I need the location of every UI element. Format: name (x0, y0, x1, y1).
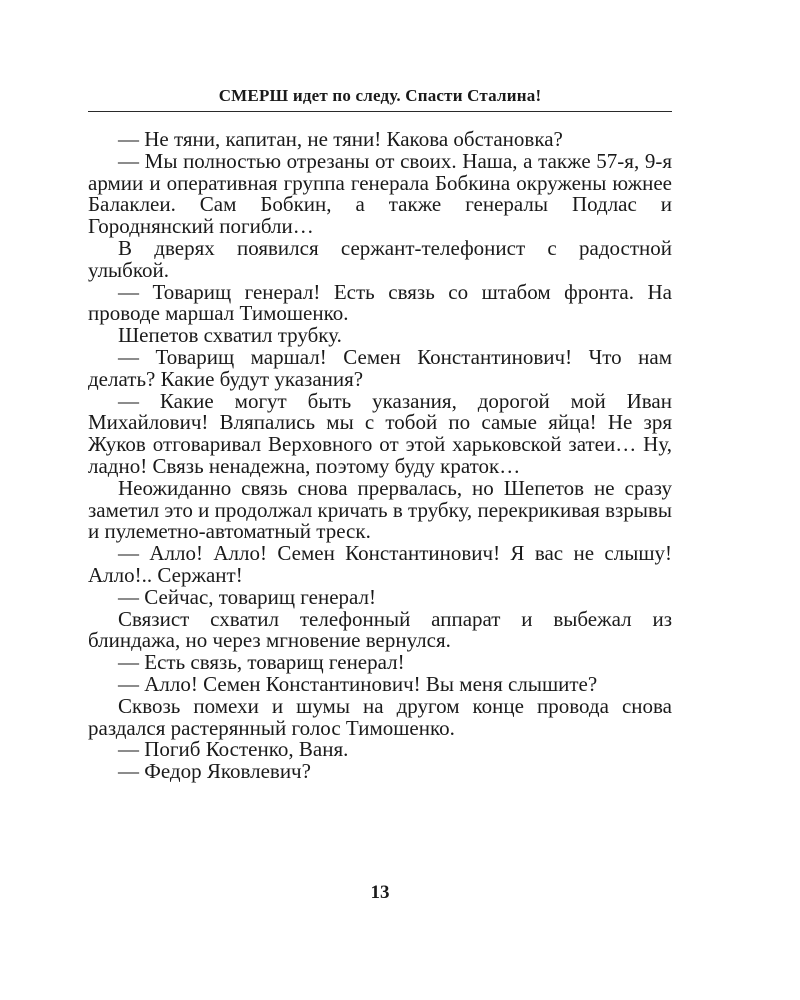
paragraph: Связист схватил телефонный аппарат и выбежал из блиндажа, но через мгновение вернулся. (88, 606, 672, 653)
paragraph: — Не тяни, капитан, не тяни! Какова обстановка? (118, 127, 563, 151)
paragraph: Неожиданно связь снова прервалась, но Шепетов не сразу заметил это и продолжал кричать в трубку, перекрикивая взрывы и пулеметно-автоматный треск. (88, 475, 672, 544)
paragraph: — Товарищ маршал! Семен Константинович! Что нам делать? Какие будут указания? (88, 344, 672, 391)
paragraph: Шепетов схватил трубку. (118, 323, 342, 348)
page-body (88, 129, 672, 783)
paragraph: Сквозь помехи и шумы на другом конце провода снова раздался растерянный голос Тимошенко. (88, 693, 672, 740)
page-number: 13 (370, 882, 390, 903)
paragraph: — Федор Яковлевич? (118, 759, 311, 784)
paragraph: — Алло! Семен Константинович! Вы меня слышите? (118, 671, 598, 696)
paragraph: — Алло! Алло! Семен Константинович! Я вас не слышу! Алло!.. Сержант! (88, 541, 672, 587)
paragraph: — Есть связь, товарищ генерал! (118, 650, 405, 675)
paragraph: — Мы полностью отрезаны от своих. Наша, а также 57-я, 9-я армии и оперативная группа генерала Бобкина окружены южнее Балаклеи. Сам Бобкин, а также генералы Подлас и Городнянский погибли… (88, 148, 672, 239)
paragraph: — Сейчас, товарищ генерал! (118, 584, 376, 609)
paragraph: — Товарищ генерал! Есть связь со штабом фронта. На проводе маршал Тимошенко. (88, 279, 672, 326)
running-header: СМЕРШ идет по следу. Спасти Сталина! (218, 86, 542, 105)
paragraph: — Какие могут быть указания, дорогой мой Иван Михайлович! Вляпались мы с тобой по самые яйца! Не зря Жуков отговаривал Верховного от этой харьковской затеи… Ну, ладно! Связь ненадежна, поэтому буду краток… (88, 388, 672, 478)
paragraph: — Погиб Костенко, Ваня. (118, 737, 349, 762)
header-rule (88, 111, 672, 112)
paragraph: В дверях появился сержант-телефонист с радостной улыбкой. (88, 235, 672, 282)
